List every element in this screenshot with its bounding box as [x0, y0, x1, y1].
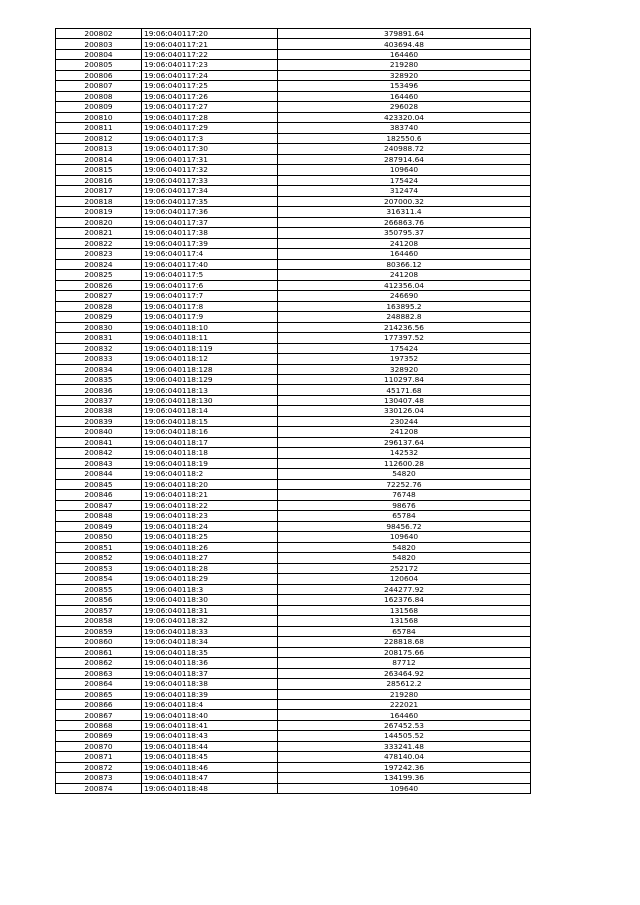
cadastral-number-cell: 19:06:040118:32	[142, 616, 278, 626]
cadastral-number-cell: 19:06:040118:22	[142, 500, 278, 510]
value-cell: 163895.2	[278, 301, 531, 311]
table-row	[56, 679, 531, 689]
table-row	[56, 270, 531, 280]
table-row	[56, 605, 531, 615]
table-row	[56, 647, 531, 657]
value-cell: 175424	[278, 343, 531, 353]
table-row	[56, 500, 531, 510]
row-number-cell: 200829	[56, 312, 142, 322]
cadastral-number-cell: 19:06:040118:19	[142, 458, 278, 468]
row-number-cell: 200839	[56, 416, 142, 426]
cadastral-number-cell: 19:06:040117:26	[142, 91, 278, 101]
cadastral-number-cell: 19:06:040117:24	[142, 70, 278, 80]
row-number-cell: 200808	[56, 91, 142, 101]
cadastral-number-cell: 19:06:040117:28	[142, 112, 278, 122]
row-number-cell: 200844	[56, 469, 142, 479]
value-cell: 214236.56	[278, 322, 531, 332]
table-row	[56, 102, 531, 112]
table-row	[56, 207, 531, 217]
cadastral-number-cell: 19:06:040118:2	[142, 469, 278, 479]
value-cell: 350795.37	[278, 228, 531, 238]
row-number-cell: 200872	[56, 762, 142, 772]
value-cell: 109640	[278, 165, 531, 175]
row-number-cell: 200838	[56, 406, 142, 416]
table-row	[56, 123, 531, 133]
row-number-cell: 200816	[56, 175, 142, 185]
row-number-cell: 200837	[56, 395, 142, 405]
value-cell: 197242.36	[278, 762, 531, 772]
table-row	[56, 39, 531, 49]
row-number-cell: 200806	[56, 70, 142, 80]
value-cell: 164460	[278, 49, 531, 59]
table-row	[56, 343, 531, 353]
cadastral-number-cell: 19:06:040117:21	[142, 39, 278, 49]
table-row	[56, 322, 531, 332]
row-number-cell: 200814	[56, 154, 142, 164]
table-row	[56, 333, 531, 343]
value-cell: 175424	[278, 175, 531, 185]
table-row	[56, 553, 531, 563]
cadastral-number-cell: 19:06:040118:44	[142, 741, 278, 751]
value-cell: 142532	[278, 448, 531, 458]
value-cell: 80366.12	[278, 259, 531, 269]
value-cell: 412356.04	[278, 280, 531, 290]
table-row	[56, 186, 531, 196]
table-row	[56, 700, 531, 710]
cadastral-number-cell: 19:06:040117:4	[142, 249, 278, 259]
value-cell: 164460	[278, 249, 531, 259]
table-row	[56, 60, 531, 70]
value-cell: 244277.92	[278, 584, 531, 594]
value-cell: 45171.68	[278, 385, 531, 395]
value-cell: 162376.84	[278, 595, 531, 605]
row-number-cell: 200834	[56, 364, 142, 374]
table-row	[56, 133, 531, 143]
table-row	[56, 175, 531, 185]
value-cell: 110297.84	[278, 374, 531, 384]
row-number-cell: 200815	[56, 165, 142, 175]
value-cell: 383740	[278, 123, 531, 133]
cadastral-number-cell: 19:06:040118:15	[142, 416, 278, 426]
value-cell: 164460	[278, 710, 531, 720]
table-row	[56, 49, 531, 59]
cadastral-number-cell: 19:06:040118:38	[142, 679, 278, 689]
value-cell: 182550.6	[278, 133, 531, 143]
row-number-cell: 200831	[56, 333, 142, 343]
value-cell: 296137.64	[278, 437, 531, 447]
cadastral-number-cell: 19:06:040117:8	[142, 301, 278, 311]
row-number-cell: 200863	[56, 668, 142, 678]
table-row	[56, 490, 531, 500]
cadastral-number-cell: 19:06:040117:31	[142, 154, 278, 164]
cadastral-number-cell: 19:06:040118:48	[142, 783, 278, 793]
row-number-cell: 200854	[56, 574, 142, 584]
value-cell: 219280	[278, 689, 531, 699]
row-number-cell: 200847	[56, 500, 142, 510]
value-cell: 330126.04	[278, 406, 531, 416]
cadastral-number-cell: 19:06:040118:30	[142, 595, 278, 605]
value-cell: 240988.72	[278, 144, 531, 154]
table-row	[56, 637, 531, 647]
value-cell: 312474	[278, 186, 531, 196]
cadastral-number-cell: 19:06:040117:20	[142, 29, 278, 39]
table-row	[56, 752, 531, 762]
cadastral-number-cell: 19:06:040118:45	[142, 752, 278, 762]
value-cell: 144505.52	[278, 731, 531, 741]
table-row	[56, 217, 531, 227]
table-row	[56, 416, 531, 426]
cadastral-number-cell: 19:06:040117:27	[142, 102, 278, 112]
value-cell: 76748	[278, 490, 531, 500]
row-number-cell: 200809	[56, 102, 142, 112]
cadastral-number-cell: 19:06:040118:13	[142, 385, 278, 395]
value-cell: 228818.68	[278, 637, 531, 647]
row-number-cell: 200826	[56, 280, 142, 290]
value-cell: 131568	[278, 605, 531, 615]
table-row	[56, 364, 531, 374]
row-number-cell: 200832	[56, 343, 142, 353]
row-number-cell: 200864	[56, 679, 142, 689]
value-cell: 316311.4	[278, 207, 531, 217]
table-row	[56, 427, 531, 437]
row-number-cell: 200856	[56, 595, 142, 605]
cadastral-number-cell: 19:06:040117:25	[142, 81, 278, 91]
row-number-cell: 200874	[56, 783, 142, 793]
cadastral-number-cell: 19:06:040118:20	[142, 479, 278, 489]
cadastral-number-cell: 19:06:040117:39	[142, 238, 278, 248]
value-cell: 54820	[278, 542, 531, 552]
table-row	[56, 29, 531, 39]
row-number-cell: 200823	[56, 249, 142, 259]
cadastral-number-cell: 19:06:040118:39	[142, 689, 278, 699]
value-cell: 54820	[278, 553, 531, 563]
row-number-cell: 200865	[56, 689, 142, 699]
row-number-cell: 200868	[56, 720, 142, 730]
cadastral-number-cell: 19:06:040117:32	[142, 165, 278, 175]
table-row	[56, 144, 531, 154]
cadastral-number-cell: 19:06:040118:3	[142, 584, 278, 594]
row-number-cell: 200810	[56, 112, 142, 122]
cadastral-number-cell: 19:06:040118:18	[142, 448, 278, 458]
value-cell: 403694.48	[278, 39, 531, 49]
cadastral-number-cell: 19:06:040118:128	[142, 364, 278, 374]
cadastral-number-cell: 19:06:040117:40	[142, 259, 278, 269]
value-cell: 130407.48	[278, 395, 531, 405]
cadastral-number-cell: 19:06:040118:29	[142, 574, 278, 584]
value-cell: 285612.2	[278, 679, 531, 689]
table-row	[56, 532, 531, 542]
row-number-cell: 200855	[56, 584, 142, 594]
row-number-cell: 200807	[56, 81, 142, 91]
value-cell: 109640	[278, 532, 531, 542]
row-number-cell: 200869	[56, 731, 142, 741]
row-number-cell: 200851	[56, 542, 142, 552]
row-number-cell: 200857	[56, 605, 142, 615]
value-cell: 266863.76	[278, 217, 531, 227]
row-number-cell: 200867	[56, 710, 142, 720]
row-number-cell: 200805	[56, 60, 142, 70]
value-cell: 478140.04	[278, 752, 531, 762]
table-row	[56, 458, 531, 468]
row-number-cell: 200828	[56, 301, 142, 311]
cadastral-number-cell: 19:06:040118:36	[142, 658, 278, 668]
row-number-cell: 200827	[56, 291, 142, 301]
row-number-cell: 200858	[56, 616, 142, 626]
cadastral-number-cell: 19:06:040117:36	[142, 207, 278, 217]
cadastral-number-cell: 19:06:040118:4	[142, 700, 278, 710]
table-row	[56, 374, 531, 384]
table-row	[56, 479, 531, 489]
row-number-cell: 200860	[56, 637, 142, 647]
table-row	[56, 448, 531, 458]
cadastral-number-cell: 19:06:040118:26	[142, 542, 278, 552]
value-cell: 120604	[278, 574, 531, 584]
cadastral-number-cell: 19:06:040117:7	[142, 291, 278, 301]
value-cell: 248882.8	[278, 312, 531, 322]
table-row	[56, 280, 531, 290]
row-number-cell: 200846	[56, 490, 142, 500]
cadastral-number-cell: 19:06:040117:34	[142, 186, 278, 196]
table-row	[56, 291, 531, 301]
row-number-cell: 200840	[56, 427, 142, 437]
table-row	[56, 574, 531, 584]
value-cell: 328920	[278, 70, 531, 80]
cadastral-number-cell: 19:06:040117:22	[142, 49, 278, 59]
table-row	[56, 406, 531, 416]
value-cell: 333241.48	[278, 741, 531, 751]
cadastral-number-cell: 19:06:040118:28	[142, 563, 278, 573]
value-cell: 164460	[278, 91, 531, 101]
cadastral-number-cell: 19:06:040118:25	[142, 532, 278, 542]
row-number-cell: 200820	[56, 217, 142, 227]
cadastral-number-cell: 19:06:040117:6	[142, 280, 278, 290]
row-number-cell: 200842	[56, 448, 142, 458]
table-row	[56, 437, 531, 447]
cadastral-number-cell: 19:06:040117:5	[142, 270, 278, 280]
value-cell: 72252.76	[278, 479, 531, 489]
row-number-cell: 200833	[56, 354, 142, 364]
value-cell: 98456.72	[278, 521, 531, 531]
row-number-cell: 200835	[56, 374, 142, 384]
table-row	[56, 81, 531, 91]
cadastral-number-cell: 19:06:040118:129	[142, 374, 278, 384]
table-row	[56, 595, 531, 605]
value-cell: 131568	[278, 616, 531, 626]
value-cell: 87712	[278, 658, 531, 668]
value-cell: 296028	[278, 102, 531, 112]
table-row	[56, 91, 531, 101]
value-cell: 65784	[278, 626, 531, 636]
table-row	[56, 720, 531, 730]
table-row	[56, 626, 531, 636]
table-row	[56, 469, 531, 479]
cadastral-number-cell: 19:06:040118:46	[142, 762, 278, 772]
cadastral-number-cell: 19:06:040118:35	[142, 647, 278, 657]
row-number-cell: 200848	[56, 511, 142, 521]
value-cell: 423320.04	[278, 112, 531, 122]
table-body	[56, 29, 531, 794]
row-number-cell: 200850	[56, 532, 142, 542]
table-row	[56, 249, 531, 259]
row-number-cell: 200849	[56, 521, 142, 531]
value-cell: 219280	[278, 60, 531, 70]
cadastral-number-cell: 19:06:040118:24	[142, 521, 278, 531]
row-number-cell: 200836	[56, 385, 142, 395]
table-row	[56, 783, 531, 793]
value-cell: 153496	[278, 81, 531, 91]
value-cell: 241208	[278, 270, 531, 280]
cadastral-number-cell: 19:06:040118:47	[142, 773, 278, 783]
row-number-cell: 200813	[56, 144, 142, 154]
cadastral-number-cell: 19:06:040118:37	[142, 668, 278, 678]
row-number-cell: 200804	[56, 49, 142, 59]
row-number-cell: 200802	[56, 29, 142, 39]
table-row	[56, 301, 531, 311]
table-row	[56, 731, 531, 741]
cadastral-number-cell: 19:06:040118:130	[142, 395, 278, 405]
table-row	[56, 259, 531, 269]
row-number-cell: 200817	[56, 186, 142, 196]
row-number-cell: 200866	[56, 700, 142, 710]
table-row	[56, 773, 531, 783]
row-number-cell: 200845	[56, 479, 142, 489]
cadastral-number-cell: 19:06:040118:16	[142, 427, 278, 437]
table-row	[56, 762, 531, 772]
table-row	[56, 196, 531, 206]
row-number-cell: 200871	[56, 752, 142, 762]
row-number-cell: 200822	[56, 238, 142, 248]
table-row	[56, 563, 531, 573]
cadastral-number-cell: 19:06:040117:29	[142, 123, 278, 133]
value-cell: 54820	[278, 469, 531, 479]
cadastral-number-cell: 19:06:040117:30	[142, 144, 278, 154]
row-number-cell: 200870	[56, 741, 142, 751]
value-cell: 246690	[278, 291, 531, 301]
cadastral-number-cell: 19:06:040118:40	[142, 710, 278, 720]
cadastral-number-cell: 19:06:040118:11	[142, 333, 278, 343]
cadastral-number-cell: 19:06:040118:119	[142, 343, 278, 353]
row-number-cell: 200818	[56, 196, 142, 206]
table-row	[56, 385, 531, 395]
value-cell: 207000.32	[278, 196, 531, 206]
row-number-cell: 200841	[56, 437, 142, 447]
row-number-cell: 200873	[56, 773, 142, 783]
value-cell: 98676	[278, 500, 531, 510]
value-cell: 112600.28	[278, 458, 531, 468]
table-row	[56, 70, 531, 80]
row-number-cell: 200803	[56, 39, 142, 49]
cadastral-number-cell: 19:06:040117:37	[142, 217, 278, 227]
value-cell: 134199.36	[278, 773, 531, 783]
table-row	[56, 658, 531, 668]
row-number-cell: 200821	[56, 228, 142, 238]
value-cell: 65784	[278, 511, 531, 521]
row-number-cell: 200843	[56, 458, 142, 468]
value-cell: 197352	[278, 354, 531, 364]
value-cell: 241208	[278, 238, 531, 248]
cadastral-number-cell: 19:06:040117:9	[142, 312, 278, 322]
cadastral-number-cell: 19:06:040118:10	[142, 322, 278, 332]
table-row	[56, 511, 531, 521]
table-row	[56, 354, 531, 364]
table-row	[56, 584, 531, 594]
row-number-cell: 200811	[56, 123, 142, 133]
row-number-cell: 200830	[56, 322, 142, 332]
table-row	[56, 616, 531, 626]
row-number-cell: 200825	[56, 270, 142, 280]
cadastral-number-cell: 19:06:040117:38	[142, 228, 278, 238]
cadastral-number-cell: 19:06:040118:41	[142, 720, 278, 730]
value-cell: 287914.64	[278, 154, 531, 164]
table-row	[56, 165, 531, 175]
row-number-cell: 200824	[56, 259, 142, 269]
value-cell: 267452.53	[278, 720, 531, 730]
table-row	[56, 112, 531, 122]
value-cell: 328920	[278, 364, 531, 374]
cadastral-number-cell: 19:06:040118:21	[142, 490, 278, 500]
value-cell: 379891.64	[278, 29, 531, 39]
value-cell: 241208	[278, 427, 531, 437]
table-row	[56, 154, 531, 164]
table-row	[56, 312, 531, 322]
cadastral-number-cell: 19:06:040118:23	[142, 511, 278, 521]
cadastral-number-cell: 19:06:040117:33	[142, 175, 278, 185]
table-row	[56, 668, 531, 678]
cadastral-number-cell: 19:06:040118:33	[142, 626, 278, 636]
row-number-cell: 200812	[56, 133, 142, 143]
table-row	[56, 741, 531, 751]
cadastral-number-cell: 19:06:040118:17	[142, 437, 278, 447]
cadastral-value-table	[55, 28, 531, 794]
cadastral-number-cell: 19:06:040118:31	[142, 605, 278, 615]
row-number-cell: 200859	[56, 626, 142, 636]
cadastral-number-cell: 19:06:040118:14	[142, 406, 278, 416]
value-cell: 252172	[278, 563, 531, 573]
table-row	[56, 521, 531, 531]
value-cell: 109640	[278, 783, 531, 793]
table-row	[56, 228, 531, 238]
row-number-cell: 200862	[56, 658, 142, 668]
cadastral-number-cell: 19:06:040118:27	[142, 553, 278, 563]
table-row	[56, 542, 531, 552]
cadastral-number-cell: 19:06:040117:23	[142, 60, 278, 70]
value-cell: 177397.52	[278, 333, 531, 343]
value-cell: 222021	[278, 700, 531, 710]
table-row	[56, 689, 531, 699]
row-number-cell: 200853	[56, 563, 142, 573]
table-row	[56, 710, 531, 720]
cadastral-number-cell: 19:06:040118:43	[142, 731, 278, 741]
value-cell: 230244	[278, 416, 531, 426]
cadastral-number-cell: 19:06:040118:34	[142, 637, 278, 647]
value-cell: 263464.92	[278, 668, 531, 678]
cadastral-number-cell: 19:06:040117:3	[142, 133, 278, 143]
row-number-cell: 200852	[56, 553, 142, 563]
table-row	[56, 395, 531, 405]
table-row	[56, 238, 531, 248]
cadastral-number-cell: 19:06:040117:35	[142, 196, 278, 206]
cadastral-number-cell: 19:06:040118:12	[142, 354, 278, 364]
row-number-cell: 200861	[56, 647, 142, 657]
value-cell: 208175.66	[278, 647, 531, 657]
row-number-cell: 200819	[56, 207, 142, 217]
